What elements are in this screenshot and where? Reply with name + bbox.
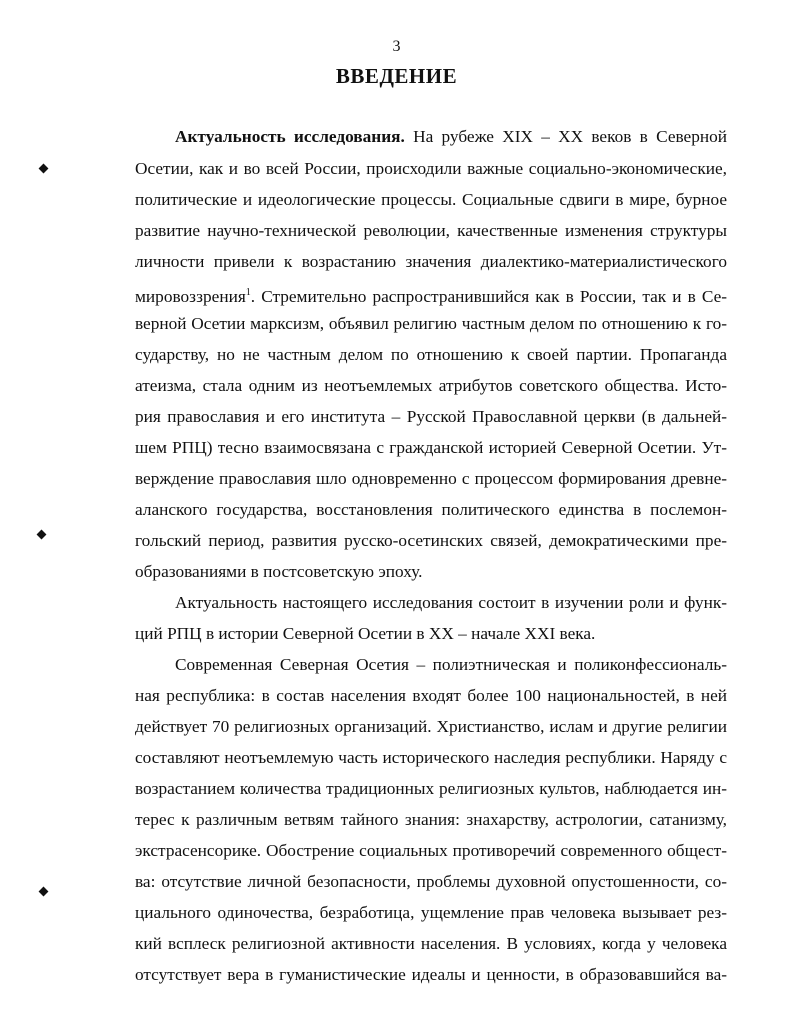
text-line: рия православия и его института – Русской Православной церкви (в дальней-	[135, 407, 727, 426]
margin-mark	[39, 164, 49, 174]
section-heading-inline: Актуальность исследования.	[175, 127, 405, 146]
margin-mark	[37, 530, 47, 540]
text-line: верной Осетии марксизм, объявил религию частным делом по отношению к го-	[135, 314, 727, 333]
text-line: Осетии, как и во всей России, происходили важные социально-экономические,	[135, 159, 727, 178]
text-line: терес к различным ветвям тайного знания: знахарству, астрологии, сатанизму,	[135, 810, 727, 829]
text-line: аланского государства, восстановления политического единства в послемон-	[135, 500, 727, 519]
text-line: кий всплеск религиозной активности населения. В условиях, когда у человека	[135, 934, 727, 953]
text-line	[135, 283, 727, 307]
text-line: циального одиночества, безработица, ущемление прав человека вызывает рез-	[135, 903, 727, 922]
text-line: политические и идеологические процессы. Социальные сдвиги в мире, бурное	[135, 190, 727, 209]
text-line: развитие научно-технической революции, качественные изменения структуры	[135, 221, 727, 240]
text-line: составляют неотъемлемую часть исторического наследия республики. Наряду с	[135, 748, 727, 767]
text-line: ная республика: в состав населения входят более 100 национальностей, в ней	[135, 686, 727, 705]
text-line: личности привели к возрастанию значения диалектико-материалистического	[135, 252, 727, 271]
text-line: сударству, но не частным делом по отношению к своей партии. Пропаганда	[135, 345, 727, 364]
text-span: На рубеже XIX – XX веков в Северной	[404, 127, 727, 146]
text-line: атеизма, стала одним из неотъемлемых атрибутов советского общества. Исто-	[135, 376, 727, 395]
text-line: отсутствует вера в гуманистические идеалы и ценности, в образовавшийся ва-	[135, 965, 727, 984]
margin-mark	[39, 887, 49, 897]
text-line: возрастанием количества традиционных религиозных культов, наблюдается ин-	[135, 779, 727, 798]
text-line	[175, 127, 727, 147]
text-line: Современная Северная Осетия – полиэтническая и поликонфессиональ-	[175, 655, 727, 674]
text-line: гольский период, развития русско-осетинских связей, демократическими пре-	[135, 531, 727, 550]
text-line: экстрасенсорике. Обострение социальных противоречий современного общест-	[135, 841, 727, 860]
footnote-ref[interactable]: 1	[245, 287, 251, 298]
text-line: ва: отсутствие личной безопасности, проблемы духовной опустошенности, со-	[135, 872, 727, 891]
text-line: действует 70 религиозных организаций. Христианство, ислам и другие религии	[135, 717, 727, 736]
text-line: Актуальность настоящего исследования состоит в изучении роли и функ-	[175, 593, 727, 612]
text-line: шем РПЦ) тесно взаимосвязана с гражданской историей Северной Осетии. Ут-	[135, 438, 727, 457]
text-line: ций РПЦ в истории Северной Осетии в XX – начале XXI века.	[135, 624, 596, 643]
text-span: мировоззрения	[135, 286, 246, 306]
text-span: . Стремительно распространившийся как в России, так и в Се-	[250, 286, 727, 306]
text-line: образованиями в постсоветскую эпоху.	[135, 562, 423, 581]
text-line: верждение православия шло одновременно с процессом формирования древне-	[135, 469, 727, 488]
page-title: ВВЕДЕНИЕ	[335, 64, 458, 88]
page-number: 3	[392, 38, 401, 55]
